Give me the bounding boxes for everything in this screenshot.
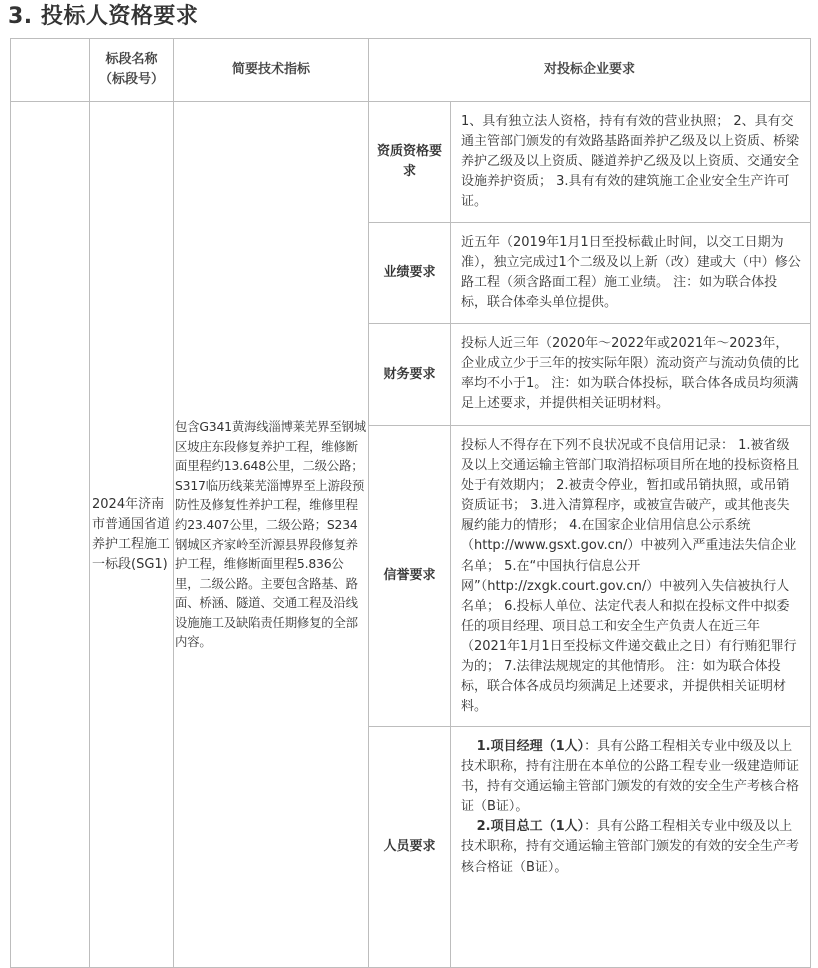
segment-name-cell: 2024年济南市普通国省道养护工程施工一标段(SG1) [90,102,174,968]
category-finance: 财务要求 [369,324,451,426]
personnel-item-title: 2.项目总工（1人） [476,819,585,835]
table-header-row [11,39,811,102]
spec-cell: 包含G341黄海线淄博莱芜界至钢城区坡庄东段修复养护工程，维修断面里程约13.648公里，二级公路；S317临历线莱芜淄博界至上游段预防性及修复性养护工程，维修里程约23.407公里，二级公路；S234钢城区齐家岭至沂源县界段修复养护工程，维修断面里程5.836公里，二级公路。主要包含路基、路面、桥涵、隧道、交通工程及沿线设施施工及缺陷责任期修复的全部内容。 [174,102,369,968]
qualification-table [10,38,811,968]
category-performance: 业绩要求 [369,223,451,324]
personnel-item-text: ：具有公路工程相关专业中级及以上技术职称，持有注册在本单位的公路工程专业一级建造师证书，持有交通运输主管部门颁发的有效的安全生产考核合格证（B证）。 [461,739,800,815]
header-requirements: 对投标企业要求 [369,39,811,102]
category-qualification: 资质资格要求 [369,102,451,223]
personnel-item [461,817,801,877]
personnel-item [461,737,801,817]
category-personnel: 人员要求 [369,727,451,968]
header-segment-name: 标段名称（标段号） [90,39,174,102]
requirement-performance: 近五年（2019年1月1日至投标截止时间，以交工日期为准），独立完成过1个二级及以上新（改）建或大（中）修公路工程（须含路面工程）施工业绩。 注：如为联合体投标，联合体牵头单位提供。 [451,223,811,324]
table-row [11,102,811,223]
blank-header [11,39,90,102]
category-credit: 信誉要求 [369,426,451,727]
section-heading: 3. 投标人资格要求 [8,4,199,29]
requirement-qualification: 1、具有独立法人资格，持有有效的营业执照； 2、具有交通主管部门颁发的有效路基路面养护乙级及以上资质、桥梁养护乙级及以上资质、隧道养护乙级及以上资质、交通安全设施养护资质； 3.具有有效的建筑施工企业安全生产许可证。 [451,102,811,223]
requirement-finance: 投标人近三年（2020年～2022年或2021年～2023年，企业成立少于三年的按实际年限）流动资产与流动负债的比率均不小于1。 注：如为联合体投标，联合体各成员均须满足上述要求，并提供相关证明材料。 [451,324,811,426]
personnel-item-text: ：具有公路工程相关专业中级及以上技术职称，持有交通运输主管部门颁发的有效的安全生产考核合格证（B证）。 [461,819,800,875]
header-spec: 简要技术指标 [174,39,369,102]
personnel-item-title: 1.项目经理（1人） [476,739,585,754]
requirement-personnel [451,727,811,968]
blank-cell [11,102,90,968]
requirement-credit: 投标人不得存在下列不良状况或不良信用记录： 1.被省级及以上交通运输主管部门取消招标项目所在地的投标资格且处于有效期内； 2.被责令停业，暂扣或吊销执照，或吊销资质证书； 3.进入清算程序，或被宣告破产，或其他丧失履约能力的情形； 4.在国家企业信用信息公示系统（http://www.gsxt.gov.cn/）中被列入严重违法失信企业名单； 5.在“中国执行信息公开网”（http://zxgk.court.gov.cn/）中被列入失信被执行人名单； 6.投标人单位、法定代表人和拟在投标文件中拟委任的项目经理、项目总工和安全生产负责人在近三年（2021年1月1日至投标文件递交截止之日）有行贿犯罪行为的； 7.法律法规规定的其他情形。 注：如为联合体投标，联合体各成员均须满足上述要求，并提供相关证明材料。 [451,426,811,727]
